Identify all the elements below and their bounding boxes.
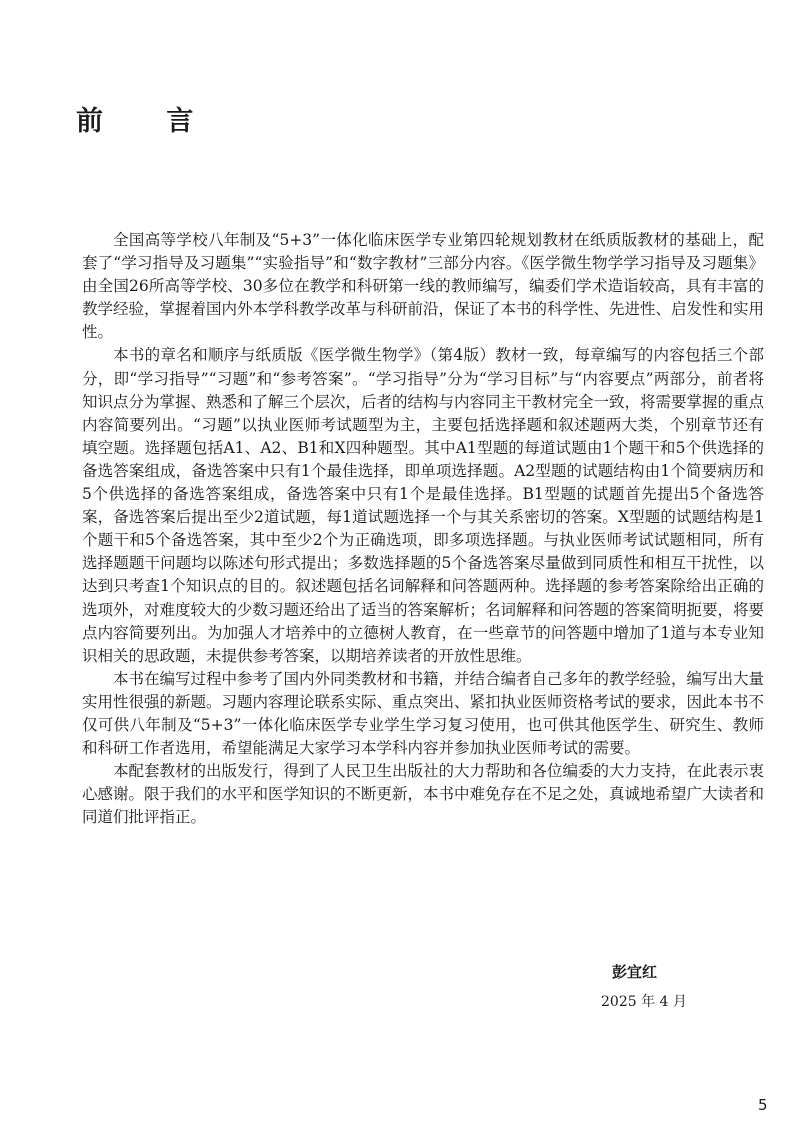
signature-date: 2025 年 4 月 xyxy=(601,994,687,1010)
paragraph: 本书在编写过程中参考了国内外同类教材和书籍，并结合编者自己多年的教学经验，编写出大量实用性很强的新题。习题内容理论联系实际、重点突出、紧扣执业医师资格考试的要求，因此本书不仅可供八年制及“5+3”一体化临床医学专业学生学习复习使用，也可供其他医学生、研究生、教师和科研工作者选用，希望能满足大家学习本学科内容并参加执业医师考试的需要。 xyxy=(82,669,765,758)
paragraph: 全国高等学校八年制及“5+3”一体化临床医学专业第四轮规划教材在纸质版教材的基础上，配套了“学习指导及习题集”“实验指导”和“数字教材”三部分内容。《医学微生物学学习指导及习题集》由全国26所高等学校、30多位在教学和科研第一线的教师编写，编委们学术造诣较高，具有丰富的教学经验，掌握着国内外本学科教学改革与科研前沿，保证了本书的科学性、先进性、启发性和实用性。 xyxy=(82,231,765,342)
paragraph: 本书的章名和顺序与纸质版《医学微生物学》（第4版）教材一致，每章编写的内容包括三个部分，即“学习指导”“习题”和“参考答案”。“学习指导”分为“学习目标”与“内容要点”两部分，前者将知识点分为掌握、熟悉和了解三个层次，后者的结构与内容同主干教材完全一致，将需要掌握的重点内容简要列出。“习题”以执业医师考试题型为主，主要包括选择题和叙述题两大类，个别章节还有填空题。选择题包括A1、A2、B1和X四种题型。其中A1型题的每道试题由1个题干和5个供选择的备选答案组成，备选答案中只有1个最佳选择，即单项选择题。A2型题的试题结构由1个简要病历和5个供选择的备选答案组成，备选答案中只有1个是最佳选择。B1型题的试题首先提出5个备选答案，备选答案后提出至少2道试题，每1道试题选择一个与其关系密切的答案。X型题的试题结构是1个题干和5个备选答案，其中至少2个为正确选项，即多项选择题。与执业医师考试试题相同，所有选择题题干问题均以陈述句形式提出；多数选择题的5个备选答案尽量做到同质性和相互干扰性，以达到只考查1个知识点的目的。叙述题包括名词解释和问答题两种。选择题的参考答案除给出正确的选项外，对难度较大的少数习题还给出了适当的答案解析；名词解释和问答题的答案简明扼要，将要点内容简要列出。为加强人才培养中的立德树人教育，在一些章节的问答题中增加了1道与本专业知识相关的思政题，未提供参考答案，以期培养读者的开放性思维。 xyxy=(82,346,765,665)
author-signature: 彭宜红 xyxy=(612,963,658,981)
page-title: 前 言 xyxy=(76,106,221,137)
preface-body xyxy=(82,229,764,829)
paragraph: 本配套教材的出版发行，得到了人民卫生出版社的大力帮助和各位编委的大力支持，在此表示衷心感谢。限于我们的水平和医学知识的不断更新，本书中难免存在不足之处，真诚地希望广大读者和同道们批评指正。 xyxy=(82,762,765,827)
page-number: 5 xyxy=(758,1096,768,1114)
